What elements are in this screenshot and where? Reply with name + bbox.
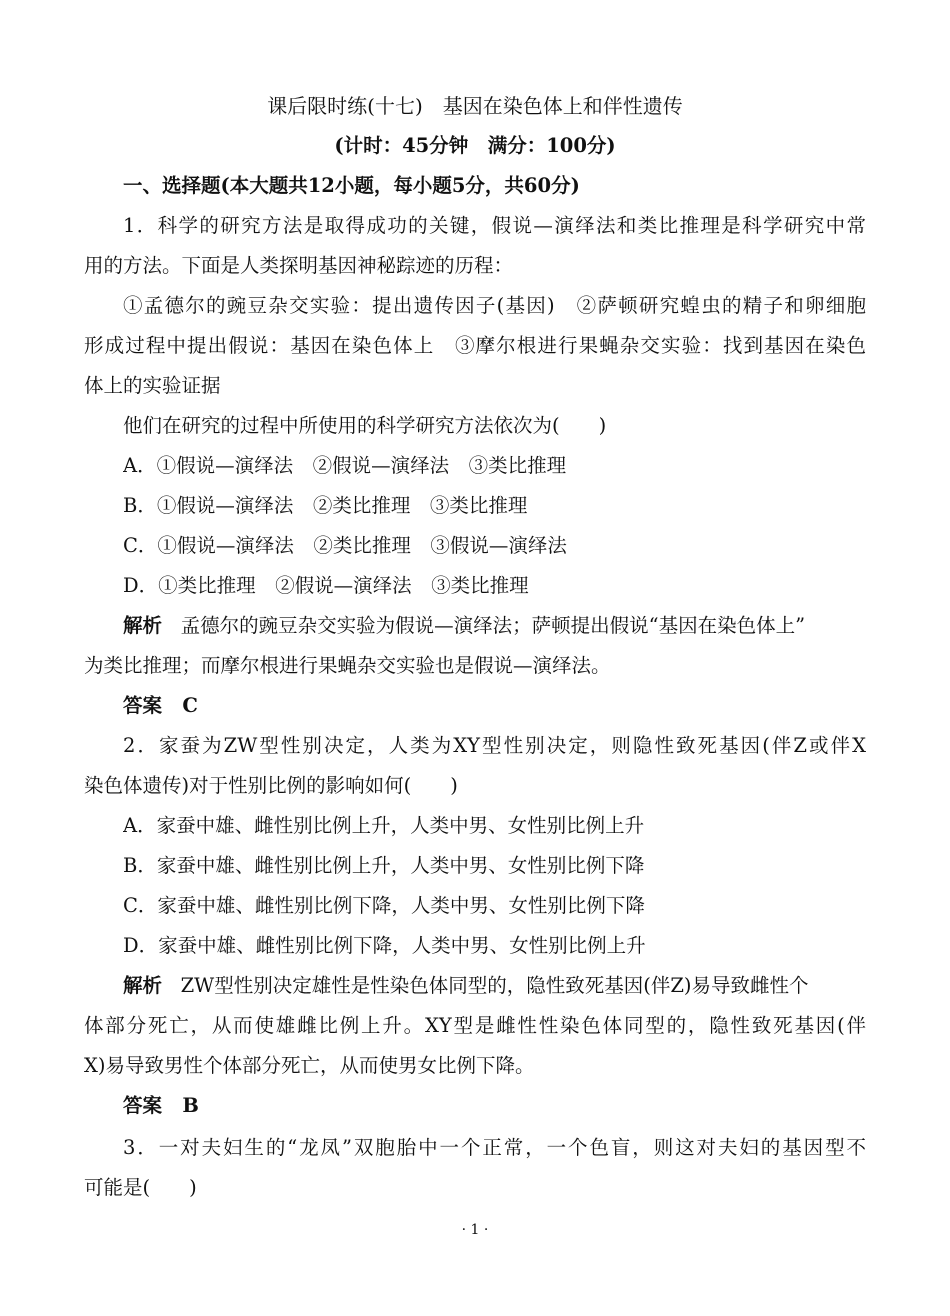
q1-option-c: C．①假说—演绎法 ②类比推理 ③假说—演绎法 xyxy=(123,534,567,557)
section-heading: 一、选择题(本大题共12小题，每小题5分，共60分) xyxy=(123,174,580,197)
q2-analysis-line-3: X)易导致男性个体部分死亡，从而使男女比例下降。 xyxy=(84,1054,535,1077)
page-title: 课后限时练(十七) 基因在染色体上和伴性遗传 xyxy=(267,94,683,118)
q1-answer-value: C xyxy=(182,694,198,717)
q1-stem-line-2: 用的方法。下面是人类探明基因神秘踪迹的历程： xyxy=(84,254,514,277)
q1-stem-line-1: 1．科学的研究方法是取得成功的关键，假说—演绎法和类比推理是科学研究中常 xyxy=(123,214,866,237)
q2-analysis-line-1 xyxy=(123,966,866,1006)
q3-stem-line-1: 3．一对夫妇生的“龙凤”双胞胎中一个正常，一个色盲，则这对夫妇的基因型不 xyxy=(123,1136,866,1159)
q1-option-d: D．①类比推理 ②假说—演绎法 ③类比推理 xyxy=(123,574,529,597)
q1-analysis-text-1: 孟德尔的豌豆杂交实验为假说—演绎法；萨顿提出假说“基因在染色体上” xyxy=(180,614,806,637)
q1-steps-line-3: 体上的实验证据 xyxy=(84,374,221,397)
q2-stem-line-1: 2．家蚕为ZW型性别决定，人类为XY型性别决定，则隐性致死基因(伴Z或伴X xyxy=(123,734,866,757)
page-number: · 1 · xyxy=(461,1222,489,1238)
q2-analysis-text-1: ZW型性别决定雄性是性染色体同型的，隐性致死基因(伴Z)易导致雌性个 xyxy=(180,974,809,997)
q3-stem-line-2: 可能是( ) xyxy=(84,1176,197,1199)
q2-answer-value: B xyxy=(182,1094,199,1117)
q1-analysis-line-1 xyxy=(123,606,866,646)
q2-stem-line-2: 染色体遗传)对于性别比例的影响如何( ) xyxy=(84,774,458,797)
q1-analysis-label: 解析 xyxy=(123,614,163,637)
q2-option-a: A．家蚕中雄、雌性别比例上升，人类中男、女性别比例上升 xyxy=(123,814,645,837)
q1-option-b: B．①假说—演绎法 ②类比推理 ③类比推理 xyxy=(123,494,528,517)
q1-answer-label: 答案 xyxy=(123,694,163,717)
q1-analysis-line-2: 为类比推理；而摩尔根进行果蝇杂交实验也是假说—演绎法。 xyxy=(84,654,611,677)
q2-option-c: C．家蚕中雄、雌性别比例下降，人类中男、女性别比例下降 xyxy=(123,894,645,917)
q2-option-b: B．家蚕中雄、雌性别比例上升，人类中男、女性别比例下降 xyxy=(123,854,645,877)
q1-question: 他们在研究的过程中所使用的科学研究方法依次为( ) xyxy=(123,414,607,437)
q2-answer xyxy=(123,1086,866,1126)
q2-answer-label: 答案 xyxy=(123,1094,163,1117)
q1-answer xyxy=(123,686,866,726)
page-subtitle: (计时：45分钟 满分：100分) xyxy=(334,134,616,157)
q1-steps-line-1: ①孟德尔的豌豆杂交实验：提出遗传因子(基因) ②萨顿研究蝗虫的精子和卵细胞 xyxy=(123,294,866,317)
q2-analysis-label: 解析 xyxy=(123,974,163,997)
q1-steps-line-2: 形成过程中提出假说：基因在染色体上 ③摩尔根进行果蝇杂交实验：找到基因在染色 xyxy=(84,334,866,357)
q2-analysis-line-2: 体部分死亡，从而使雄雌比例上升。XY型是雌性性染色体同型的，隐性致死基因(伴 xyxy=(84,1014,866,1037)
q2-option-d: D．家蚕中雄、雌性别比例下降，人类中男、女性别比例上升 xyxy=(123,934,646,957)
q1-option-a: A．①假说—演绎法 ②假说—演绎法 ③类比推理 xyxy=(123,454,567,477)
